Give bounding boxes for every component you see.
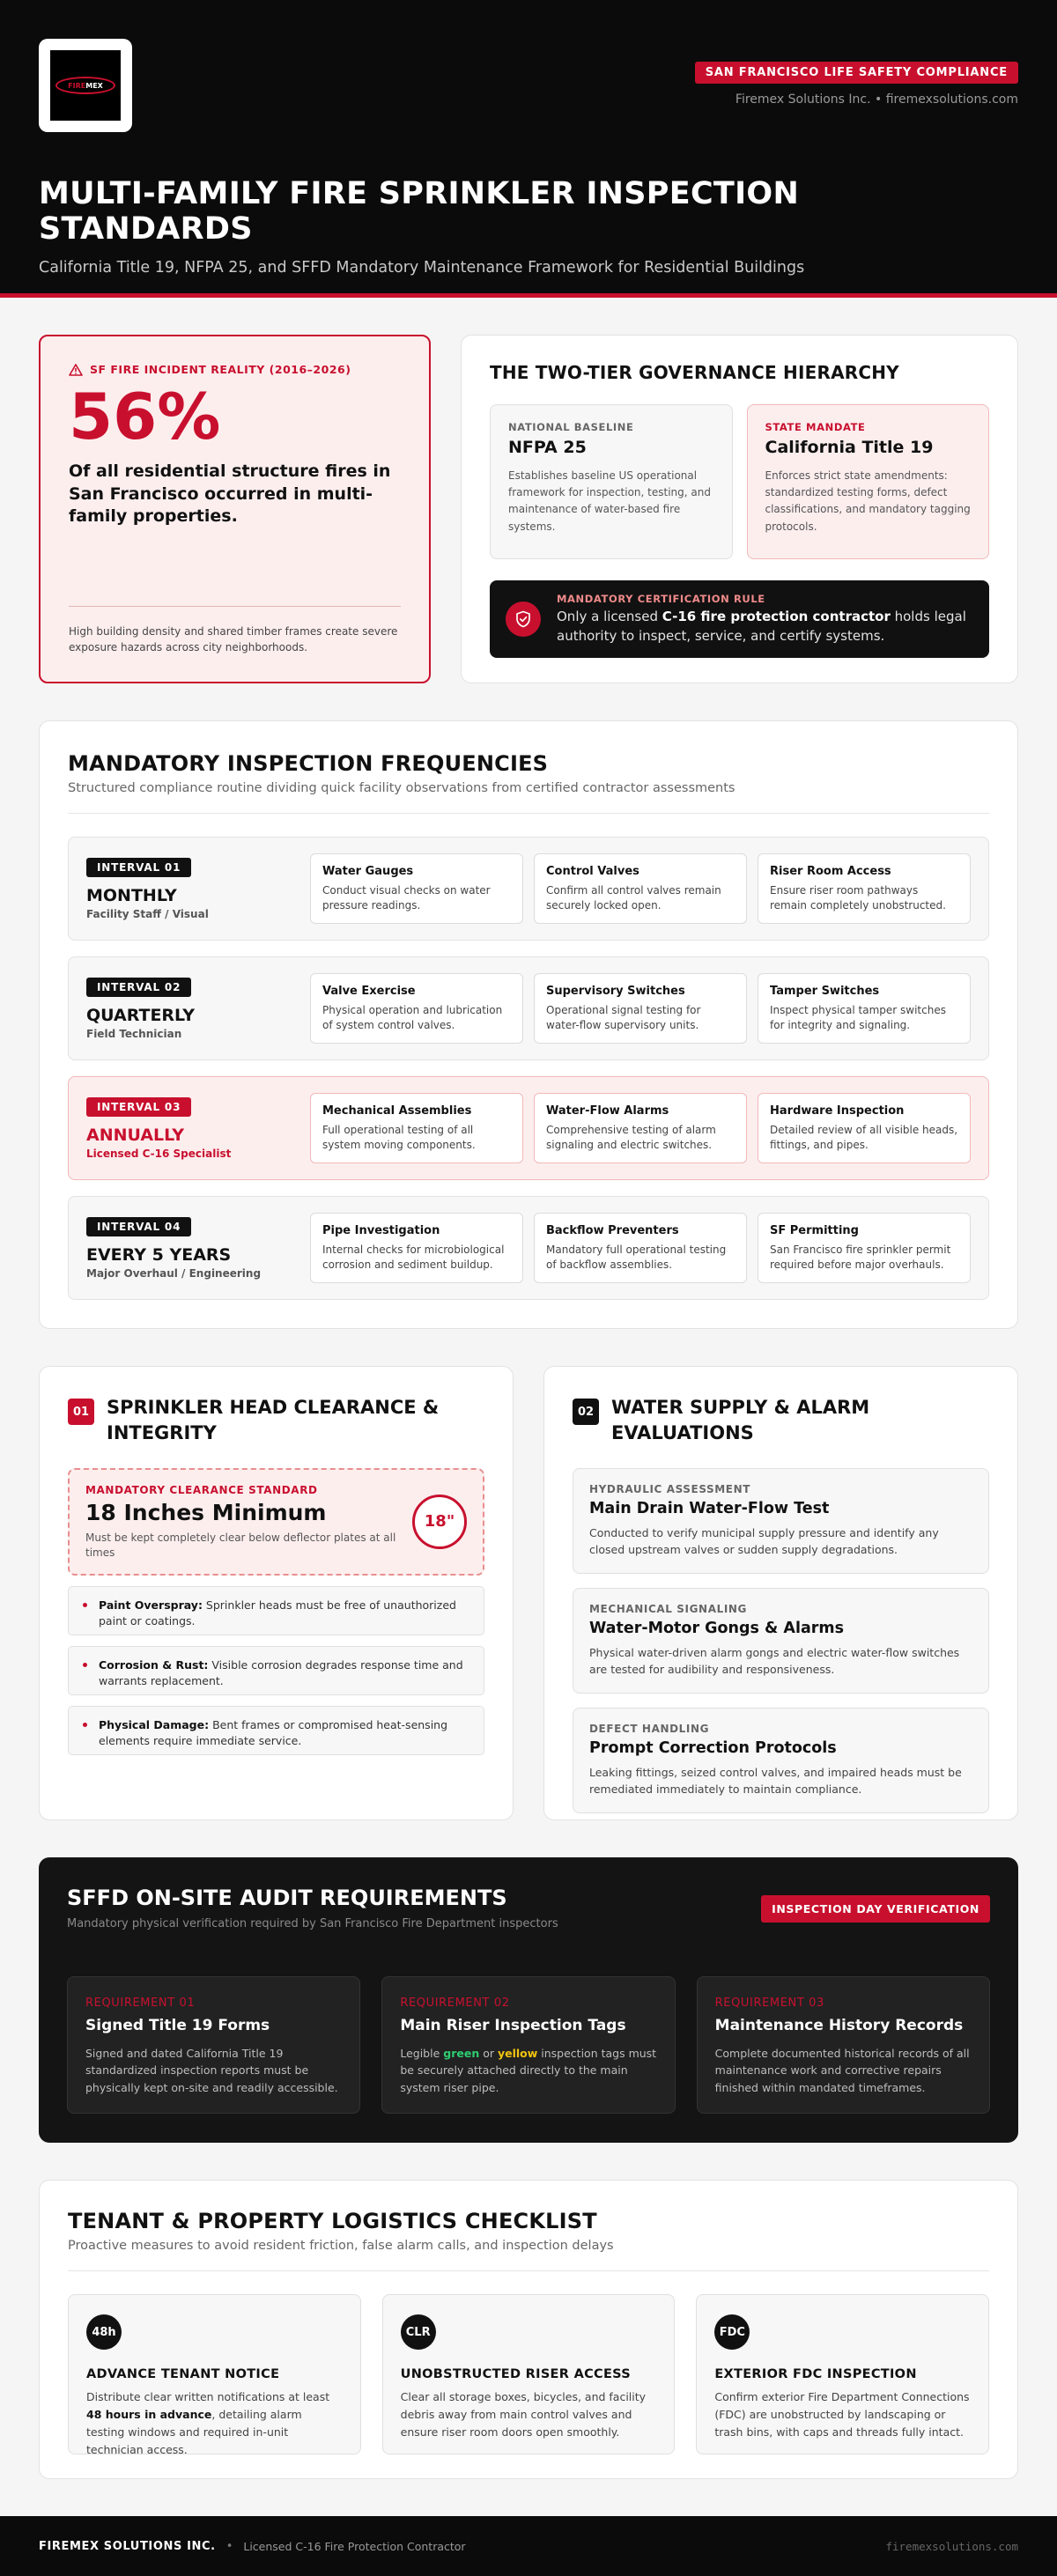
audit-requirements-section xyxy=(39,1857,1018,2143)
task-card xyxy=(310,1213,523,1283)
task-title: SF Permitting xyxy=(770,1224,859,1237)
requirement-tag: REQUIREMENT 03 xyxy=(714,1997,824,2010)
task-card xyxy=(758,1093,971,1163)
governance-tiers xyxy=(490,404,989,559)
section-number-badge: 01 xyxy=(68,1399,94,1425)
clearance-title: SPRINKLER HEAD CLEARANCE & INTEGRITY xyxy=(107,1397,440,1444)
requirement-desc: Complete documented historical records of all maintenance work and corrective repairs finished within mandated timeframes. xyxy=(714,2047,970,2094)
page-footer xyxy=(0,2516,1057,2576)
evaluation-card xyxy=(573,1708,989,1813)
inspection-day-badge: INSPECTION DAY VERIFICATION xyxy=(761,1895,990,1923)
page-header xyxy=(0,0,1057,298)
bullet-text: Bent frames or compromised heat-sensing elements require immediate service. xyxy=(99,1717,448,1747)
logo-text-b: MEX xyxy=(85,81,103,90)
evaluation-card xyxy=(573,1468,989,1574)
technical-row xyxy=(39,1366,1018,1820)
evaluation-name: Water-Motor Gongs & Alarms xyxy=(589,1619,845,1637)
interval-row xyxy=(68,1196,989,1300)
notice-icon: 48h xyxy=(86,2314,122,2350)
yellow-tag-label: yellow xyxy=(497,2047,538,2060)
clearance-desc: Must be kept completely clear below deflector plates at all times xyxy=(85,1531,396,1559)
logo-mark xyxy=(50,50,121,121)
water-title: WATER SUPPLY & ALARM EVALUATIONS xyxy=(611,1397,870,1444)
requirement-desc xyxy=(400,2045,656,2096)
frequencies-title: MANDATORY INSPECTION FREQUENCIES xyxy=(68,751,549,776)
audit-subtitle: Mandatory physical verification required by San Francisco Fire Department inspectors xyxy=(67,1917,558,1930)
evaluation-name: Main Drain Water-Flow Test xyxy=(589,1499,830,1517)
task-title: Valve Exercise xyxy=(322,985,416,998)
task-desc: Internal checks for microbiological corrosion and sediment buildup. xyxy=(322,1244,505,1271)
cert-tag: MANDATORY CERTIFICATION RULE xyxy=(557,592,765,605)
task-title: Supervisory Switches xyxy=(546,985,685,998)
interval-badge: INTERVAL 03 xyxy=(86,1097,191,1117)
compliance-badge: SAN FRANCISCO LIFE SAFETY COMPLIANCE xyxy=(695,62,1018,84)
divider xyxy=(68,813,989,814)
clearance-ring-icon: 18" xyxy=(412,1495,467,1549)
task-desc: Confirm all control valves remain securely locked open. xyxy=(546,884,721,912)
task-desc: Comprehensive testing of alarm signaling and electric switches. xyxy=(546,1124,716,1151)
interval-tasks xyxy=(310,853,971,924)
national-baseline-box xyxy=(490,404,733,559)
task-desc: Inspect physical tamper switches for integrity and signaling. xyxy=(770,1004,946,1031)
integrity-bullet xyxy=(68,1706,484,1755)
checklist-name: ADVANCE TENANT NOTICE xyxy=(86,2367,280,2381)
clearance-section xyxy=(39,1366,514,1820)
task-title: Control Valves xyxy=(546,865,639,878)
state-tag: STATE MANDATE xyxy=(765,421,866,433)
fdc-icon: FDC xyxy=(714,2314,750,2350)
warning-icon xyxy=(69,364,83,376)
task-card xyxy=(310,1093,523,1163)
task-card xyxy=(758,973,971,1044)
task-title: Water-Flow Alarms xyxy=(546,1104,669,1118)
clearance-heading xyxy=(68,1395,484,1447)
cert-text-bold: C-16 fire protection contractor xyxy=(662,608,891,624)
evaluation-name: Prompt Correction Protocols xyxy=(589,1738,837,1757)
national-tag: NATIONAL BASELINE xyxy=(508,421,634,433)
task-title: Tamper Switches xyxy=(770,985,880,998)
interval-performer: Field Technician xyxy=(86,1027,182,1040)
interval-badge: INTERVAL 04 xyxy=(86,1217,191,1236)
task-card xyxy=(534,1213,747,1283)
tenant-title: TENANT & PROPERTY LOGISTICS CHECKLIST xyxy=(68,2209,597,2233)
evaluation-desc: Physical water-driven alarm gongs and electric water-flow switches are tested for audibility and responsiveness. xyxy=(589,1645,960,1677)
task-desc: Detailed review of all visible heads, fittings, and pipes. xyxy=(770,1124,958,1151)
evaluation-tag: MECHANICAL SIGNALING xyxy=(589,1602,747,1615)
task-desc: Conduct visual checks on water pressure readings. xyxy=(322,884,491,912)
bullet-text: Sprinkler heads must be free of unauthorized paint or coatings. xyxy=(99,1598,456,1628)
task-card xyxy=(310,853,523,924)
clear-access-icon: CLR xyxy=(401,2314,436,2350)
task-desc: Physical operation and lubrication of system control valves. xyxy=(322,1004,503,1031)
task-desc: San Francisco fire sprinkler permit required before major overhauls. xyxy=(770,1244,951,1271)
footer-separator: • xyxy=(225,2539,233,2553)
task-title: Backflow Preventers xyxy=(546,1224,679,1237)
audit-items xyxy=(67,1976,990,2114)
interval-performer: Licensed C-16 Specialist xyxy=(86,1147,232,1160)
requirement-tag: REQUIREMENT 02 xyxy=(400,1997,510,2010)
requirement-card xyxy=(381,1976,675,2114)
bullet-text: Visible corrosion degrades response time and warrants replacement. xyxy=(99,1657,463,1687)
evaluation-card xyxy=(573,1588,989,1694)
checklist-name: EXTERIOR FDC INSPECTION xyxy=(714,2367,917,2381)
company-logo[interactable] xyxy=(39,39,132,132)
incident-stat-card xyxy=(39,335,431,683)
stat-label-text: SF FIRE INCIDENT REALITY (2016–2026) xyxy=(90,363,351,376)
water-supply-section xyxy=(543,1366,1018,1820)
checklist-card xyxy=(68,2294,361,2454)
interval-tasks xyxy=(310,1093,971,1163)
task-title: Riser Room Access xyxy=(770,865,891,878)
task-card xyxy=(758,1213,971,1283)
interval-header xyxy=(86,858,310,920)
interval-name: MONTHLY xyxy=(86,885,177,905)
interval-header xyxy=(86,1217,310,1280)
task-title: Pipe Investigation xyxy=(322,1224,440,1237)
interval-performer: Facility Staff / Visual xyxy=(86,907,209,920)
desc-bold: 48 hours in advance xyxy=(86,2408,212,2421)
stat-label xyxy=(69,363,401,376)
footer-license: Licensed C-16 Fire Protection Contractor xyxy=(243,2539,466,2553)
interval-name: EVERY 5 YEARS xyxy=(86,1244,232,1265)
shield-icon xyxy=(506,602,541,637)
checklist-card xyxy=(382,2294,676,2454)
cert-content xyxy=(557,593,973,646)
main-content xyxy=(0,335,1057,2479)
interval-header xyxy=(86,1097,310,1160)
desc-part: Distribute clear written notifications at least xyxy=(86,2390,330,2403)
water-heading xyxy=(573,1395,989,1447)
requirement-desc: Signed and dated California Title 19 standardized inspection reports must be physically kept on-site and readily accessible. xyxy=(85,2047,338,2094)
green-tag-label: green xyxy=(443,2047,480,2060)
footer-brand: FIREMEX SOLUTIONS INC. xyxy=(39,2539,216,2553)
logo-ellipse xyxy=(55,77,115,94)
requirement-card xyxy=(697,1976,990,2114)
evaluation-tag: HYDRAULIC ASSESSMENT xyxy=(589,1482,751,1495)
task-card xyxy=(310,973,523,1044)
interval-row xyxy=(68,837,989,941)
cert-text xyxy=(557,608,973,646)
task-title: Water Gauges xyxy=(322,865,414,878)
interval-name: ANNUALLY xyxy=(86,1125,185,1145)
interval-badge: INTERVAL 01 xyxy=(86,858,191,877)
header-meta xyxy=(695,62,1018,107)
task-desc: Mandatory full operational testing of backflow assemblies. xyxy=(546,1244,727,1271)
desc-part: inspection tags must be securely attached directly to the main system riser pipe. xyxy=(400,2047,657,2094)
bullet-label: Paint Overspray: xyxy=(99,1598,203,1612)
task-desc: Operational signal testing for water-flow supervisory units. xyxy=(546,1004,701,1031)
stat-footnote: High building density and shared timber frames create severe exposure hazards across city neighborhoods. xyxy=(69,606,401,655)
task-card xyxy=(534,973,747,1044)
cert-text-c: holds legal authority to inspect, service, and certify systems. xyxy=(557,608,966,644)
interval-badge: INTERVAL 02 xyxy=(86,978,191,997)
bullet-label: Physical Damage: xyxy=(99,1717,210,1731)
tenant-subtitle: Proactive measures to avoid resident friction, false alarm calls, and inspection delays xyxy=(68,2239,614,2253)
task-card xyxy=(534,1093,747,1163)
desc-part: or xyxy=(479,2047,498,2060)
page-title: MULTI-FAMILY FIRE SPRINKLER INSPECTION STANDARDS xyxy=(39,176,800,247)
requirement-tag: REQUIREMENT 01 xyxy=(85,1997,196,2010)
section-number-badge: 02 xyxy=(573,1399,599,1425)
inspection-frequencies-section xyxy=(39,720,1018,1329)
interval-tasks xyxy=(310,1213,971,1283)
evaluation-desc: Leaking fittings, seized control valves, and impaired heads must be remediated immediately to maintain compliance. xyxy=(589,1765,962,1797)
interval-tasks xyxy=(310,973,971,1044)
checklist-name: UNOBSTRUCTED RISER ACCESS xyxy=(400,2367,632,2381)
evaluation-tag: DEFECT HANDLING xyxy=(589,1722,710,1735)
interval-name: QUARTERLY xyxy=(86,1005,195,1025)
state-desc: Enforces strict state amendments: standardized testing forms, defect classifications, and mandatory tagging protocols. xyxy=(765,469,971,533)
interval-header xyxy=(86,978,310,1040)
divider xyxy=(68,2270,989,2271)
integrity-bullet xyxy=(68,1646,484,1695)
checklist-desc xyxy=(86,2388,343,2459)
integrity-bullet xyxy=(68,1586,484,1635)
clearance-standard-box xyxy=(68,1468,484,1576)
task-title: Hardware Inspection xyxy=(770,1104,905,1118)
interval-row xyxy=(68,956,989,1060)
requirement-name: Signed Title 19 Forms xyxy=(85,2017,270,2034)
tenant-logistics-section xyxy=(39,2180,1018,2479)
task-card xyxy=(534,853,747,924)
checklist-desc: Clear all storage boxes, bicycles, and facility debris away from main control valves and ensure riser room doors open smoothly. xyxy=(400,2390,647,2439)
requirement-name: Main Riser Inspection Tags xyxy=(400,2017,626,2034)
desc-part: , detailing alarm testing windows and required in-unit technician access. xyxy=(86,2408,302,2456)
cert-text-a: Only a licensed xyxy=(557,608,662,624)
intro-row xyxy=(39,335,1018,683)
clearance-tag: MANDATORY CLEARANCE STANDARD xyxy=(85,1483,318,1496)
checklist-card xyxy=(696,2294,989,2454)
stat-text: Of all residential structure fires in San Francisco occurred in multi-family properties. xyxy=(69,461,391,527)
task-desc: Full operational testing of all system moving components. xyxy=(322,1124,476,1151)
bullet-label: Corrosion & Rust: xyxy=(99,1657,209,1672)
requirement-card xyxy=(67,1976,360,2114)
task-desc: Ensure riser room pathways remain completely unobstructed. xyxy=(770,884,946,912)
audit-title: SFFD ON-SITE AUDIT REQUIREMENTS xyxy=(67,1886,507,1910)
stat-value: 56% xyxy=(69,380,221,454)
task-card xyxy=(758,853,971,924)
checklist-desc: Confirm exterior Fire Department Connections (FDC) are unobstructed by landscaping or trash bins, with caps and threads fully intact. xyxy=(714,2390,970,2439)
interval-performer: Major Overhaul / Engineering xyxy=(86,1266,262,1280)
task-title: Mechanical Assemblies xyxy=(322,1104,472,1118)
requirement-name: Maintenance History Records xyxy=(714,2017,964,2034)
desc-part: Legible xyxy=(400,2047,444,2060)
national-desc: Establishes baseline US operational framework for inspection, testing, and maintenance of water-based fire systems. xyxy=(508,469,711,533)
governance-title: THE TWO-TIER GOVERNANCE HIERARCHY xyxy=(490,362,899,383)
state-mandate-box xyxy=(747,404,990,559)
frequencies-subtitle: Structured compliance routine dividing quick facility observations from certified contractor assessments xyxy=(68,781,735,795)
interval-row-highlighted xyxy=(68,1076,989,1180)
logo-text-a: FIRE xyxy=(68,81,86,90)
certification-rule-box xyxy=(490,580,989,658)
page-subtitle: California Title 19, NFPA 25, and SFFD Mandatory Maintenance Framework for Residential Buildings xyxy=(39,259,805,277)
tenant-items xyxy=(68,2294,989,2454)
footer-website-link[interactable]: firemexsolutions.com xyxy=(885,2539,1018,2553)
state-name: California Title 19 xyxy=(765,438,934,457)
company-line: Firemex Solutions Inc. • firemexsolutions.com xyxy=(735,92,1018,107)
governance-card xyxy=(461,335,1018,683)
clearance-value: 18 Inches Minimum xyxy=(85,1499,327,1525)
national-name: NFPA 25 xyxy=(508,438,587,457)
evaluation-desc: Conducted to verify municipal supply pressure and identify any closed upstream valves or sudden supply degradations. xyxy=(589,1525,939,1557)
